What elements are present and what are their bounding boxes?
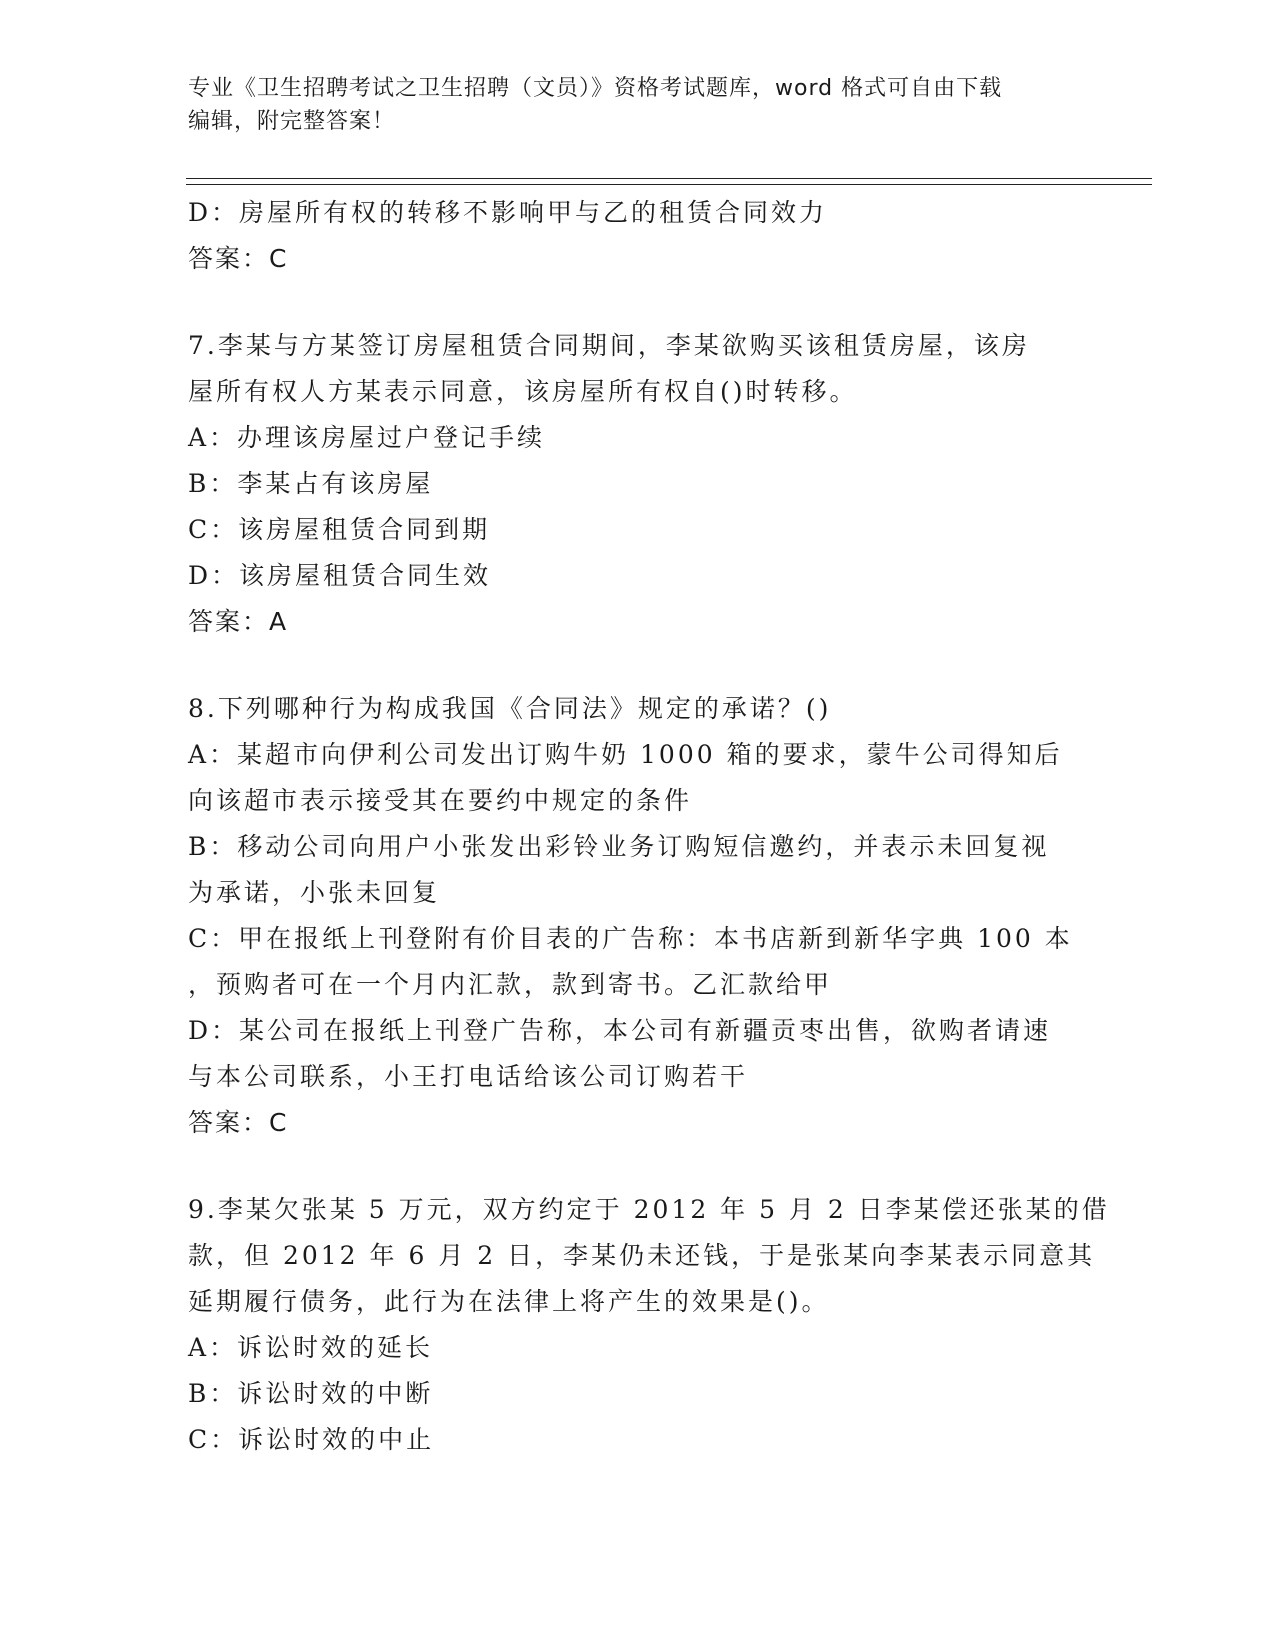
q7-option-b: B：李某占有该房屋	[188, 469, 434, 498]
q9-stem-line-1: 9.李某欠张某 5 万元，双方约定于 2012 年 5 月 2 日李某偿还张某的借	[188, 1195, 1110, 1224]
q8-option-a-line-2: 向该超市表示接受其在要约中规定的条件	[188, 786, 693, 815]
q7-answer: 答案：A	[188, 607, 289, 636]
q7-stem-line-1: 7.李某与方某签订房屋租赁合同期间，李某欲购买该租赁房屋，该房	[188, 331, 1030, 360]
question-9	[188, 1187, 1110, 1463]
q8-answer: 答案：C	[188, 1108, 289, 1137]
question-6-tail	[188, 190, 1088, 282]
q8-option-c-line-2: ，预购者可在一个月内汇款，款到寄书。乙汇款给甲	[188, 970, 833, 999]
q8-option-a-line-1: A：某超市向伊利公司发出订购牛奶 1000 箱的要求，蒙牛公司得知后	[188, 740, 1063, 769]
q6-option-d: D：房屋所有权的转移不影响甲与乙的租赁合同效力	[188, 198, 828, 227]
question-7	[188, 323, 1088, 645]
header-line-2: 编辑，附完整答案！	[188, 109, 396, 134]
header-line-1: 专业《卫生招聘考试之卫生招聘（文员）》资格考试题库，word 格式可自由下载	[188, 76, 1003, 101]
q6-answer: 答案：C	[188, 244, 289, 273]
q8-option-b-line-2: 为承诺，小张未回复	[188, 878, 441, 907]
q9-stem-line-2: 款，但 2012 年 6 月 2 日，李某仍未还钱，于是张某向李某表示同意其	[188, 1241, 1096, 1270]
q9-option-a: A：诉讼时效的延长	[188, 1333, 434, 1362]
question-8	[188, 686, 1088, 1146]
q7-option-a: A：办理该房屋过户登记手续	[188, 423, 546, 452]
q7-stem-line-2: 屋所有权人方某表示同意，该房屋所有权自()时转移。	[188, 377, 858, 406]
q7-option-d: D：该房屋租赁合同生效	[188, 561, 492, 590]
q8-option-d-line-2: 与本公司联系，小王打电话给该公司订购若干	[188, 1062, 749, 1091]
header-rule-top	[186, 178, 1152, 179]
question-content	[188, 190, 1110, 1463]
q8-stem: 8.下列哪种行为构成我国《合同法》规定的承诺？()	[188, 694, 832, 723]
q7-option-c: C：该房屋租赁合同到期	[188, 515, 491, 544]
q9-stem-line-3: 延期履行债务，此行为在法律上将产生的效果是()。	[188, 1287, 830, 1316]
spacer	[188, 645, 1088, 686]
spacer	[188, 282, 1088, 323]
q9-option-c: C：诉讼时效的中止	[188, 1425, 435, 1454]
q8-option-b-line-1: B：移动公司向用户小张发出彩铃业务订购短信邀约，并表示未回复视	[188, 832, 1050, 861]
q8-option-d-line-1: D：某公司在报纸上刊登广告称，本公司有新疆贡枣出售，欲购者请速	[188, 1016, 1052, 1045]
document-header	[188, 72, 1088, 138]
q9-option-b: B：诉讼时效的中断	[188, 1379, 434, 1408]
spacer	[188, 1146, 1088, 1187]
q8-option-c-line-1: C：甲在报纸上刊登附有价目表的广告称：本书店新到新华字典 100 本	[188, 924, 1073, 953]
header-rule-bottom	[186, 184, 1152, 185]
